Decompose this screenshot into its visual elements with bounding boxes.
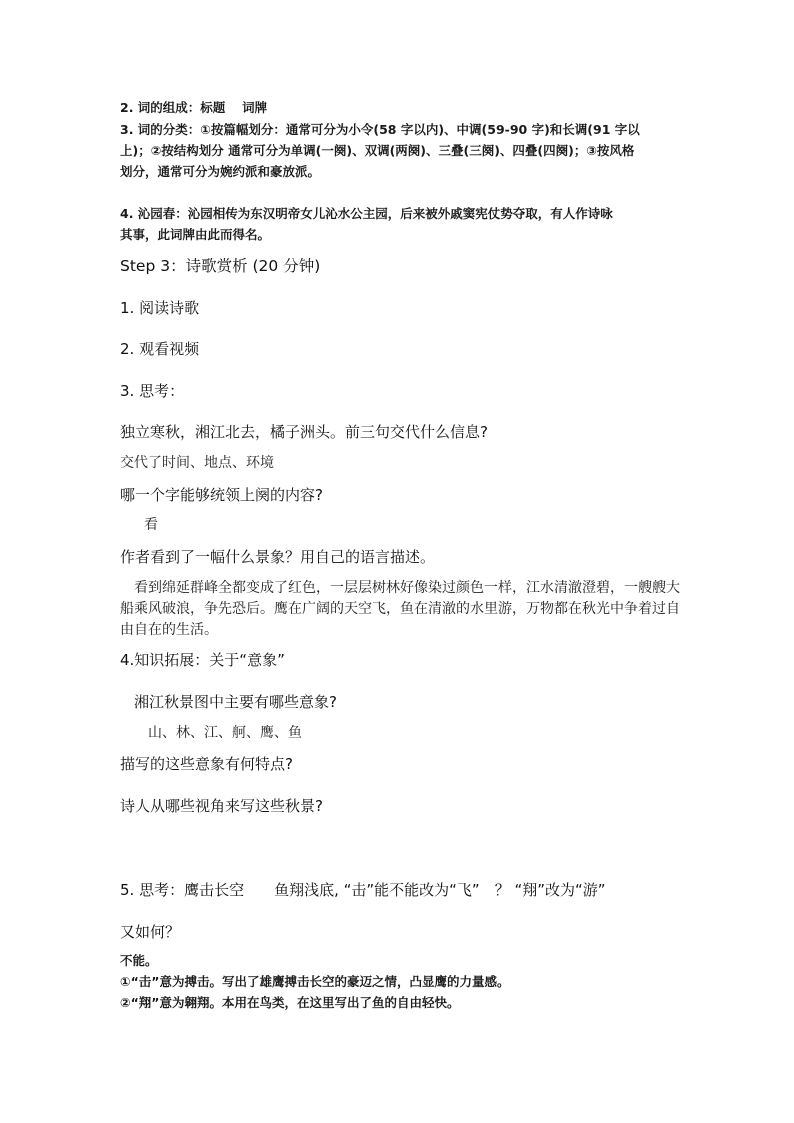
answer-1: 交代了时间、地点、环境 <box>120 455 274 471</box>
ci-composition-line: 2. 词的组成：标题 词牌 <box>120 100 268 115</box>
step3-item-read: 1. 阅读诗歌 <box>120 299 200 317</box>
answer-4: 山、林、江、舸、鹰、鱼 <box>148 725 302 741</box>
question-6: 诗人从哪些视角来写这些秋景? <box>120 797 323 815</box>
question-2: 哪一个字能够统领上阕的内容? <box>120 486 323 504</box>
question-5: 描写的这些意象有何特点? <box>120 755 293 773</box>
ci-classification-line-3: 划分，通常可分为婉约派和豪放派。 <box>120 164 321 179</box>
answer-3-line-3: 由自在的生活。 <box>120 622 218 638</box>
answer-3-line-2: 船乘风破浪，争先恐后。鹰在广阔的天空飞，鱼在清澈的水里游，万物都在秋光中争着过自 <box>120 601 680 617</box>
qinyuanchun-line-1: 4. 沁园春：沁园相传为东汉明帝女儿沁水公主园，后来被外戚窦宪仗势夺取，有人作诗咏 <box>120 206 613 221</box>
answer-3-line-1: 看到绵延群峰全都变成了红色，一层层树林好像染过颜色一样，江水清澈澄碧，一艘艘大 <box>134 580 680 596</box>
question-1: 独立寒秋，湘江北去，橘子洲头。前三句交代什么信息? <box>120 423 488 441</box>
answer-5: 不能。 <box>120 953 158 968</box>
answer-2: 看 <box>144 517 158 533</box>
ci-classification-line-2: 上)；②按结构划分 通常可分为单调(一阕)、双调(两阕)、三叠(三阕)、四叠(四阕)；③按风格 <box>120 143 635 158</box>
ci-classification-line-1: 3. 词的分类：①按篇幅划分：通常可分为小令(58 字以内)、中调(59-90 字)和长调(91 字以 <box>120 122 640 137</box>
answer-5-point-2: ②“翔”意为翱翔。本用在鸟类，在这里写出了鱼的自由轻快。 <box>120 995 460 1010</box>
step3-heading: Step 3：诗歌赏析 (20 分钟) <box>120 257 321 275</box>
answer-5-point-1: ①“击”意为搏击。写出了雄鹰搏击长空的豪迈之情，凸显鹰的力量感。 <box>120 974 510 989</box>
question-4: 湘江秋景图中主要有哪些意象? <box>134 693 337 711</box>
step3-item-think-2-line-2: 又如何？ <box>120 923 181 941</box>
step3-item-video: 2. 观看视频 <box>120 340 200 358</box>
step3-item-think-2-line-1: 5. 思考：鹰击长空 鱼翔浅底, “击”能不能改为“飞” ？ “翔”改为“游” <box>120 881 606 899</box>
qinyuanchun-line-2: 其事，此词牌由此而得名。 <box>120 227 271 242</box>
step3-item-think: 3. 思考： <box>120 382 185 400</box>
question-3: 作者看到了一幅什么景象？用自己的语言描述。 <box>120 548 436 566</box>
step3-item-extension: 4.知识拓展：关于“意象” <box>120 651 285 669</box>
